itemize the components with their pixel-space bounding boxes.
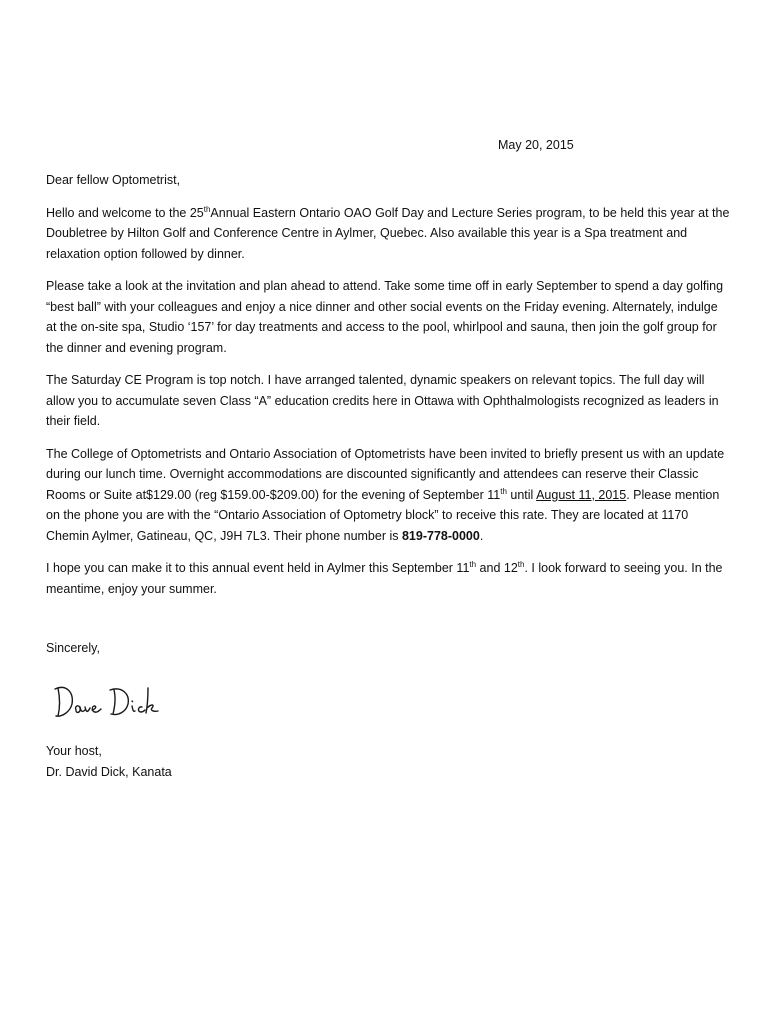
p4-text-a: The College of Optometrists and Ontario Association of Optometrists have been invited to briefly present us with an update during our lunch time. Overnight accommodations are discounted significantly and attendees can reserve their Classic Rooms or Suite at$129.00 (reg $159.00-$209.00) for the evening of September 11 — [46, 446, 725, 502]
p4-text-d: . — [479, 528, 484, 543]
paragraph-closing-remarks — [46, 558, 730, 599]
p1-text-b: Annual Eastern Ontario OAO Golf Day and Lecture Series program, to be held this year at the Doubletree by Hilton Golf and Conference Centre in Aylmer, Quebec. Also available this year is a Spa treatment and relaxation option followed by dinner. — [46, 205, 730, 261]
salutation: Dear fellow Optometrist, — [46, 173, 181, 187]
booking-deadline: August 11, 2015 — [536, 487, 627, 502]
p5-superscript-1: th — [469, 559, 477, 569]
paragraph-welcome — [46, 203, 730, 265]
paragraph-ce-program: The Saturday CE Program is top notch. I have arranged talented, dynamic speakers on relevant topics. The full day will allow you to accumulate seven Class “A” education credits here in Ottawa with Ophthalmologists recognized as leaders in their field. — [46, 373, 719, 428]
p4-superscript: th — [500, 486, 507, 496]
p5-text-a: I hope you can make it to this annual event held in Aylmer this September 11 — [46, 561, 470, 575]
p5-text-c: . I look forward to seeing you. In the meantime, enjoy your summer. — [46, 561, 723, 596]
p1-text-a: Hello and welcome to the 25 — [46, 205, 204, 220]
letter-body — [46, 170, 730, 611]
paragraph-accommodations — [46, 444, 730, 547]
host-name: Dr. David Dick, Kanata — [46, 764, 172, 779]
closing-line: Sincerely, — [46, 641, 100, 655]
letter-date: May 20, 2015 — [498, 138, 574, 152]
p5-text-b: and 12 — [476, 561, 518, 575]
p4-text-b: until — [506, 487, 537, 502]
paragraph-invitation: Please take a look at the invitation and plan ahead to attend. Take some time off in early September to spend a day golfing “best ball” with your colleagues and enjoy a nice dinner and other social events on the Friday evening. Alternately, indulge at the on-site spa, Studio ‘157’ for day treatments and access to the pool, whirlpool and sauna, then join the golf group for the dinner and evening program. — [46, 279, 724, 355]
handwritten-signature — [52, 680, 172, 722]
p4-text-c: . Please mention on the phone you are with the “Ontario Association of Optometry block” to receive this rate. They are located at 1170 Chemin Aylmer, Gatineau, QC, J9H 7L3. Their phone number is — [46, 487, 720, 543]
p1-superscript: th — [203, 204, 211, 214]
p5-superscript-2: th — [517, 559, 525, 569]
host-signoff — [46, 741, 172, 782]
hotel-phone-number: 819-778-0000 — [401, 528, 480, 543]
host-line: Your host, — [46, 744, 102, 758]
